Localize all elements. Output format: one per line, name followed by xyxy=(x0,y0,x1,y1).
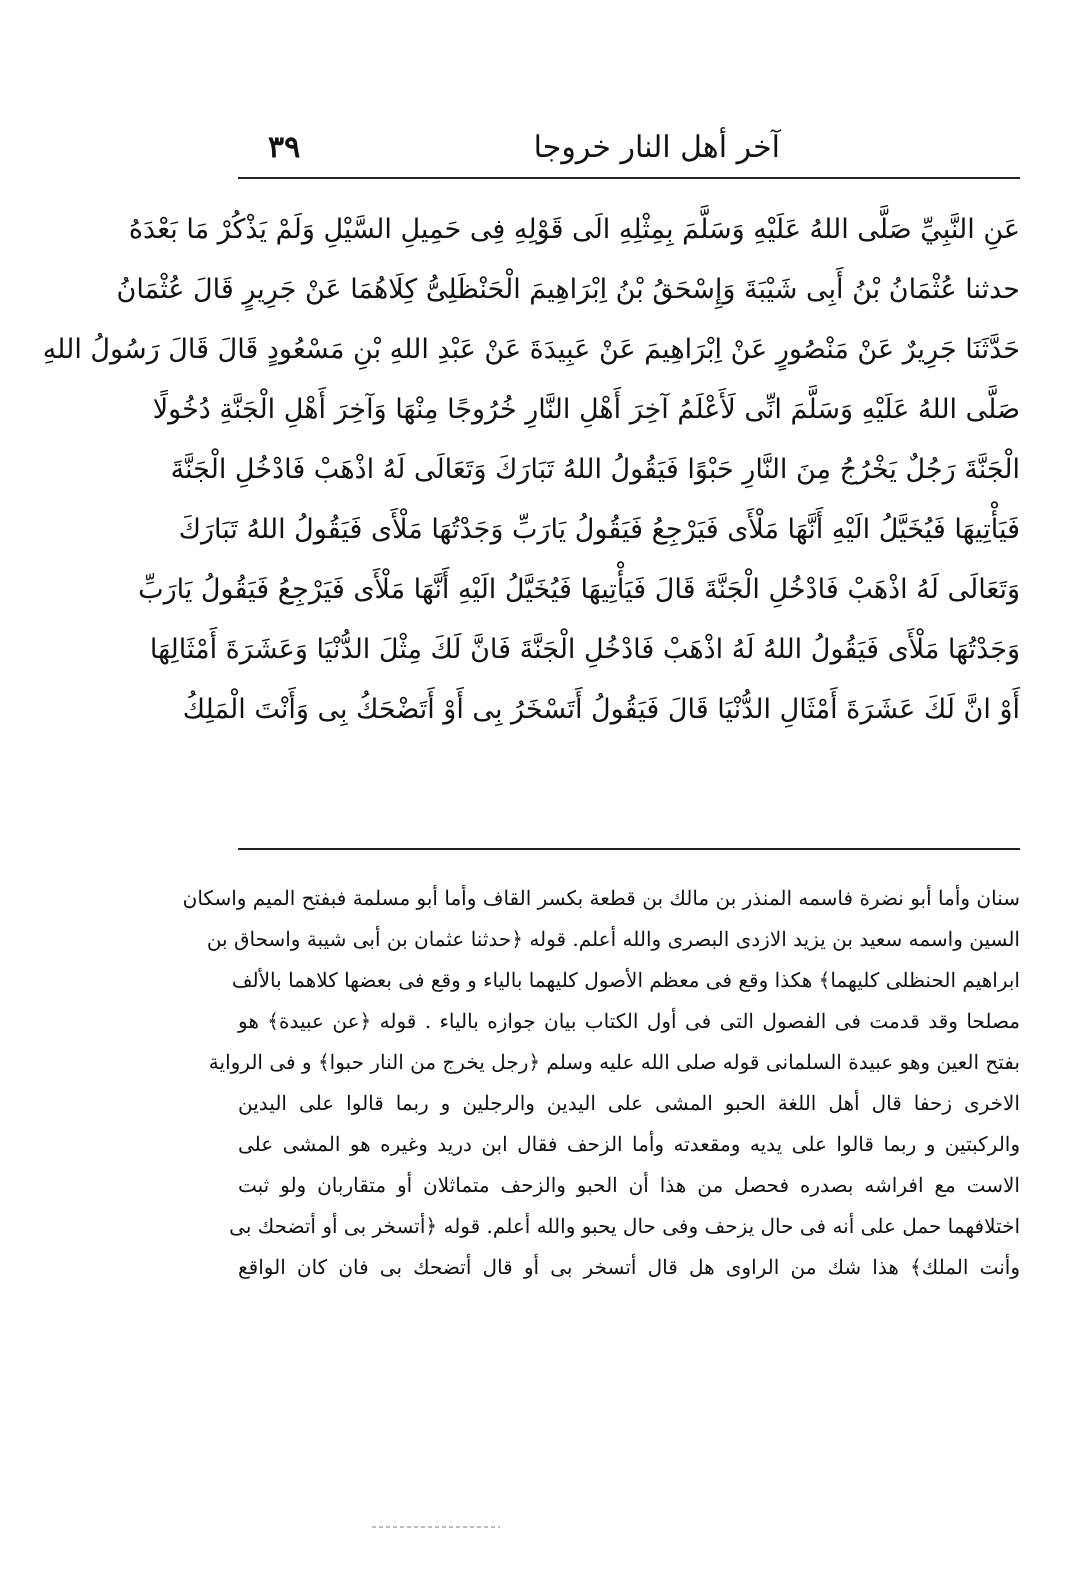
hadith-line: صَلَّى اللهُ عَلَيْهِ وَسَلَّمَ انِّى لَأَعْلَمُ آخِرَ أَهْلِ النَّارِ خُرُوجًا مِنْهَا وَآخِرَ أَهْلِ الْجَنَّةِ دُخُولًا xyxy=(152,394,1020,425)
commentary-line: الاست مع افراشه بصدره فحصل من هذا أن الحبو والزحف متماثلان أو متقاربان ولو ثبت xyxy=(238,1173,1020,1197)
commentary-line: ابراهيم الحنظلى كليهما﴾ هكذا وقع فى معظم الأصول كليهما بالياء و وقع فى بعضها كلاهما بالألف xyxy=(231,968,1020,992)
commentary-line: السين واسمه سعيد بن يزيد الازدى البصرى والله أعلم. قوله ﴿حدثنا عثمان بن أبى شيبة واسحاق بن xyxy=(206,927,1020,951)
hadith-line: وَتَعَالَى لَهُ اذْهَبْ فَادْخُلِ الْجَنَّةَ قَالَ فَيَأْتِيهَا فَيُخَيَّلُ الَيْهِ أَنَّهَا مَلْأَى فَيَرْجِعُ فَيَقُولُ يَارَبِّ xyxy=(138,574,1020,605)
hadith-text xyxy=(42,200,1020,740)
hadith-line: حَدَّثَنَا جَرِيرٌ عَنْ مَنْصُورٍ عَنْ اِبْرَاهِيمَ عَنْ عَبِيدَةَ عَنْ عَبْدِ اللهِ بْنِ مَسْعُودٍ قَالَ قَالَ رَسُولُ اللهِ xyxy=(42,334,1020,365)
hadith-line: وَجَدْتُهَا مَلْأَى فَيَقُولُ اللهُ لَهُ اذْهَبْ فَادْخُلِ الْجَنَّةَ فَانَّ لَكَ مِثْلَ الدُّنْيَا وَعَشَرَةَ أَمْثَالِهَا xyxy=(149,634,1020,665)
running-title: آخر أهل النار خروجا xyxy=(533,130,780,165)
commentary-line: وأنت الملك﴾ هذا شك من الراوى هل قال أتسخر بى أو قال أتضحك بى فان كان الواقع xyxy=(238,1255,1020,1279)
scan-artifact xyxy=(372,1526,500,1528)
hadith-line: فَيَأْتِيهَا فَيُخَيَّلُ الَيْهِ أَنَّهَا مَلْأَى فَيَرْجِعُ فَيَقُولُ يَارَبِّ وَجَدْتُهَا مَلْأَى فَيَقُولُ اللهُ تَبَارَكَ xyxy=(178,514,1020,545)
commentary-line: الاخرى زحفا قال أهل اللغة الحبو المشى على اليدين والرجلين و ربما قالوا على اليدين xyxy=(238,1091,1020,1115)
hadith-line: حدثنا عُثْمَانُ بْنُ أَبِى شَيْبَةَ وَإِسْحَقُ بْنُ اِبْرَاهِيمَ الْحَنْظَلِىُّ كِلَاهُمَا عَنْ جَرِيرٍ قَالَ عُثْمَانُ xyxy=(116,274,1020,305)
commentary-line: اختلافهما حمل على أنه فى حال يزحف وفى حال يحبو والله أعلم. قوله ﴿أتسخر بى أو أتضحك بى xyxy=(229,1214,1020,1238)
hadith-line: عَنِ النَّبِيِّ صَلَّى اللهُ عَلَيْهِ وَسَلَّمَ بِمِثْلِهِ الَى قَوْلِهِ فِى حَمِيلِ السَّيْلِ وَلَمْ يَذْكُرْ مَا بَعْدَهُ xyxy=(128,214,1020,245)
page-header xyxy=(238,118,1020,174)
hadith-line: أَوْ انَّ لَكَ عَشَرَةَ أَمْثَالِ الدُّنْيَا قَالَ فَيَقُولُ أَتَسْخَرُ بِى أَوْ أَتَضْحَكُ بِى وَأَنْتَ الْمَلِكُ xyxy=(182,694,1020,725)
commentary-line: مصلحا وقد قدمت فى الفصول التى فى أول الكتاب بيان جوازه بالياء . قوله ﴿عن عبيدة﴾ هو xyxy=(238,1009,1020,1033)
hadith-line: الْجَنَّةَ رَجُلٌ يَخْرُجُ مِنَ النَّارِ حَبْوًا فَيَقُولُ اللهُ تَبَارَكَ وَتَعَالَى لَهُ اذْهَبْ فَادْخُلِ الْجَنَّةَ xyxy=(170,454,1020,485)
header-rule xyxy=(238,177,1020,179)
commentary-line: سنان وأما أبو نضرة فاسمه المنذر بن مالك بن قطعة بكسر القاف وأما أبو مسلمة فبفتح الميم واسكان xyxy=(182,886,1020,910)
commentary-line: والركبتين و ربما قالوا على يديه ومقعدته وأما الزحف فقال ابن دريد وغيره هو المشى على xyxy=(238,1132,1020,1156)
page-number: ٣٩ xyxy=(268,130,301,165)
commentary-divider xyxy=(238,848,1020,850)
commentary-line: بفتح العين وهو عبيدة السلمانى قوله صلى الله عليه وسلم ﴿رجل يخرج من النار حبوا﴾ و فى الرواية xyxy=(208,1050,1020,1074)
commentary-text xyxy=(182,878,1020,1288)
